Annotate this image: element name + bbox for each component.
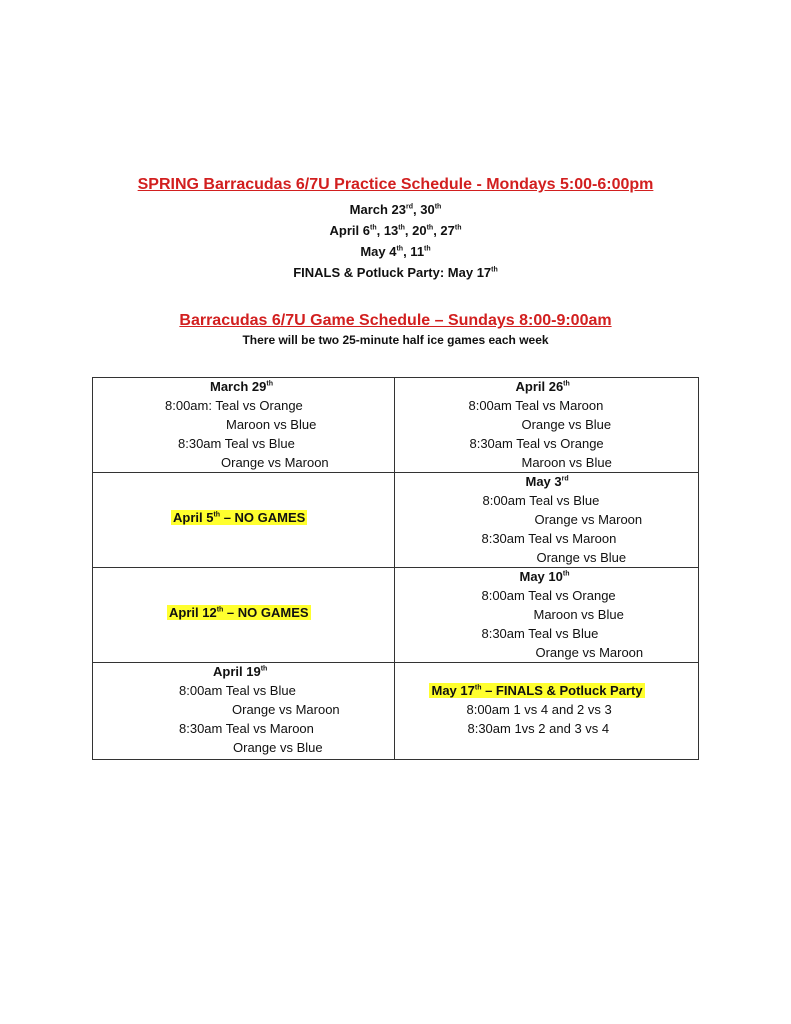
table-row: [93, 568, 699, 663]
practice-dates: [0, 199, 791, 283]
practice-finals: FINALS & Potluck Party: May 17th: [293, 265, 498, 280]
cell-may-17: May 17th – FINALS & Potluck Party 8:00am 1 vs 4 and 2 vs 3 8:30am 1vs 2 and 3 vs 4: [395, 663, 699, 760]
practice-schedule-title: SPRING Barracudas 6/7U Practice Schedule - Mondays 5:00-6:00pm: [137, 176, 654, 193]
cell-may-10: May 10th 8:00am Teal vs Orange Maroon vs Blue 8:30am Teal vs Blue Orange vs Maroon: [395, 568, 699, 663]
game-schedule-note: There will be two 25-minute half ice games each week: [242, 333, 549, 347]
cell-april-19: April 19th 8:00am Teal vs Blue Orange vs Maroon 8:30am Teal vs Maroon Orange vs Blue: [93, 663, 395, 760]
practice-dates-march: March 23rd, 30th: [349, 202, 442, 217]
table-row: [93, 663, 699, 760]
table-row: [93, 473, 699, 568]
game-schedule-table: [92, 377, 699, 760]
no-games-highlight: April 12th – NO GAMES: [169, 605, 309, 620]
no-games-highlight: April 5th – NO GAMES: [173, 510, 306, 525]
cell-april-26: April 26th 8:00am Teal vs Maroon Orange vs Blue 8:30am Teal vs Orange Maroon vs Blue: [395, 378, 699, 473]
cell-april-5: [93, 473, 395, 568]
table-row: [93, 378, 699, 473]
practice-dates-april: April 6th, 13th, 20th, 27th: [329, 223, 462, 238]
practice-dates-may: May 4th, 11th: [360, 244, 431, 259]
game-schedule-title: Barracudas 6/7U Game Schedule – Sundays 8:00-9:00am: [179, 312, 612, 329]
cell-may-3: May 3rd 8:00am Teal vs Blue Orange vs Maroon 8:30am Teal vs Maroon Orange vs Blue: [395, 473, 699, 568]
finals-highlight: May 17th – FINALS & Potluck Party: [431, 683, 643, 698]
cell-april-12: [93, 568, 395, 663]
cell-march-29: March 29th 8:00am: Teal vs Orange Maroon vs Blue 8:30am Teal vs Blue Orange vs Maroon: [93, 378, 395, 473]
